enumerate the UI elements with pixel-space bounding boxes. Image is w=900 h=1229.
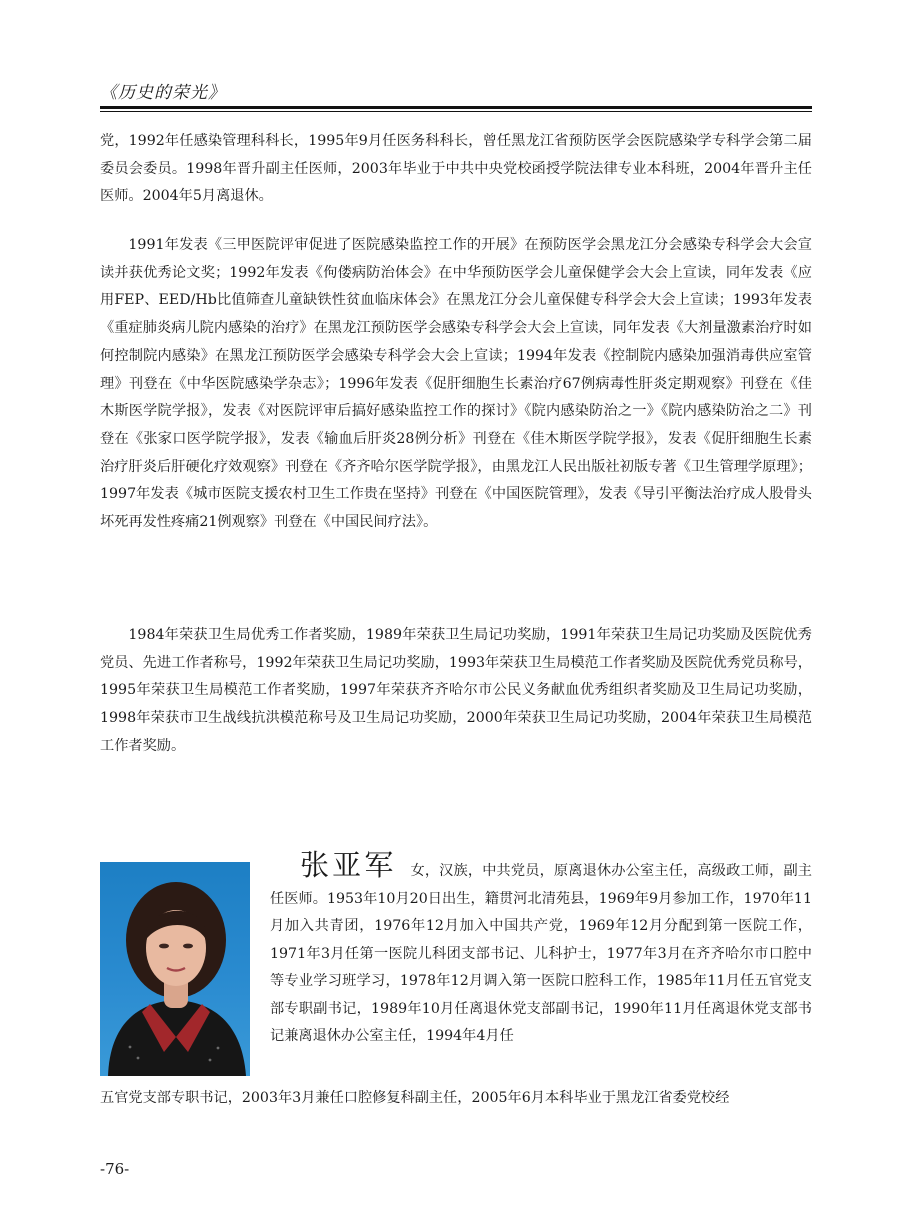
page-number: -76- bbox=[100, 1160, 130, 1178]
portrait-photo bbox=[100, 862, 250, 1076]
bio-block bbox=[270, 848, 812, 1051]
paragraph-continued: 党，1992年任感染管理科科长，1995年9月任医务科科长，曾任黑龙江省预防医学会医院感染学专科学会第二届委员会委员。1998年晋升副主任医师，2003年毕业于中共中央党校函授学院法律专业本科班，2004年晋升主任医师。2004年5月离退休。 bbox=[100, 133, 812, 205]
bio-text: 女，汉族，中共党员，原离退休办公室主任，高级政工师，副主任医师。1953年10月20日出生，籍贯河北清苑县，1969年9月参加工作，1970年11月加入共青团，1976年12月加入中国共产党，1969年12月分配到第一医院工作，1971年3月任第一医院儿科团支部书记、儿科护士，1977年3月在齐齐哈尔市口腔中等专业学习班学习，1978年12月调入第一医院口腔科工作，1985年11月任五官党支部专职副书记，1989年10月任离退休党支部副书记，1990年11月任离退休党支部书记兼离退休办公室主任，1994年4月任 bbox=[270, 863, 812, 1044]
paragraph-publications: 1991年发表《三甲医院评审促进了医院感染监控工作的开展》在预防医学会黑龙江分会感染专科学会大会宣读并获优秀论文奖；1992年发表《佝偻病防治体会》在中华预防医学会儿童保健学会大会上宣读，同年发表《应用FEP、EED/Hb比值筛查儿童缺铁性贫血临床体会》在黑龙江分会儿童保健专科学会大会上宣读；1993年发表《重症肺炎病儿院内感染的治疗》在黑龙江预防医学会感染专科学会大会上宣读，同年发表《大剂量激素治疗时如何控制院内感染》在黑龙江预防医学会感染专科学会大会上宣读；1994年发表《控制院内感染加强消毒供应室管理》刊登在《中华医院感染学杂志》；1996年发表《促肝细胞生长素治疗67例病毒性肝炎定期观察》刊登在《佳木斯医学院学报》，发表《对医院评审后搞好感染监控工作的探讨》《院内感染防治之一》《院内感染防治之二》刊登在《张家口医学院学报》，发表《输血后肝炎28例分析》刊登在《佳木斯医学院学报》，发表《促肝细胞生长素治疗肝炎后肝硬化疗效观察》刊登在《齐齐哈尔医学院学报》，由黑龙江人民出版社初版专著《卫生管理学原理》；1997年发表《城市医院支援农村卫生工作贵在坚持》刊登在《中国医院管理》，发表《导引平衡法治疗成人股骨头坏死再发性疼痛21例观察》刊登在《中国民间疗法》。 bbox=[100, 237, 812, 531]
running-header-title: 《历史的荣光》 bbox=[100, 83, 226, 103]
header-rule-thin bbox=[100, 111, 812, 112]
header-rule-thick bbox=[100, 106, 812, 109]
bio-name: 张亚军 bbox=[300, 848, 397, 882]
paragraph-awards: 1984年荣获卫生局优秀工作者奖励，1989年荣获卫生局记功奖励，1991年荣获卫生局记功奖励及医院优秀党员、先进工作者称号，1992年荣获卫生局记功奖励，1993年荣获卫生局模范工作者奖励及医院优秀党员称号，1995年荣获卫生局模范工作者奖励，1997年荣获齐齐哈尔市公民义务献血优秀组织者奖励及卫生局记功奖励，1998年荣获市卫生战线抗洪模范称号及卫生局记功奖励，2000年荣获卫生局记功奖励，2004年荣获卫生局模范工作者奖励。 bbox=[100, 627, 812, 754]
portrait-illustration bbox=[100, 862, 250, 1076]
bio-text-continued: 五官党支部专职书记，2003年3月兼任口腔修复科副主任，2005年6月本科毕业于黑龙江省委党校经 bbox=[100, 1090, 730, 1106]
